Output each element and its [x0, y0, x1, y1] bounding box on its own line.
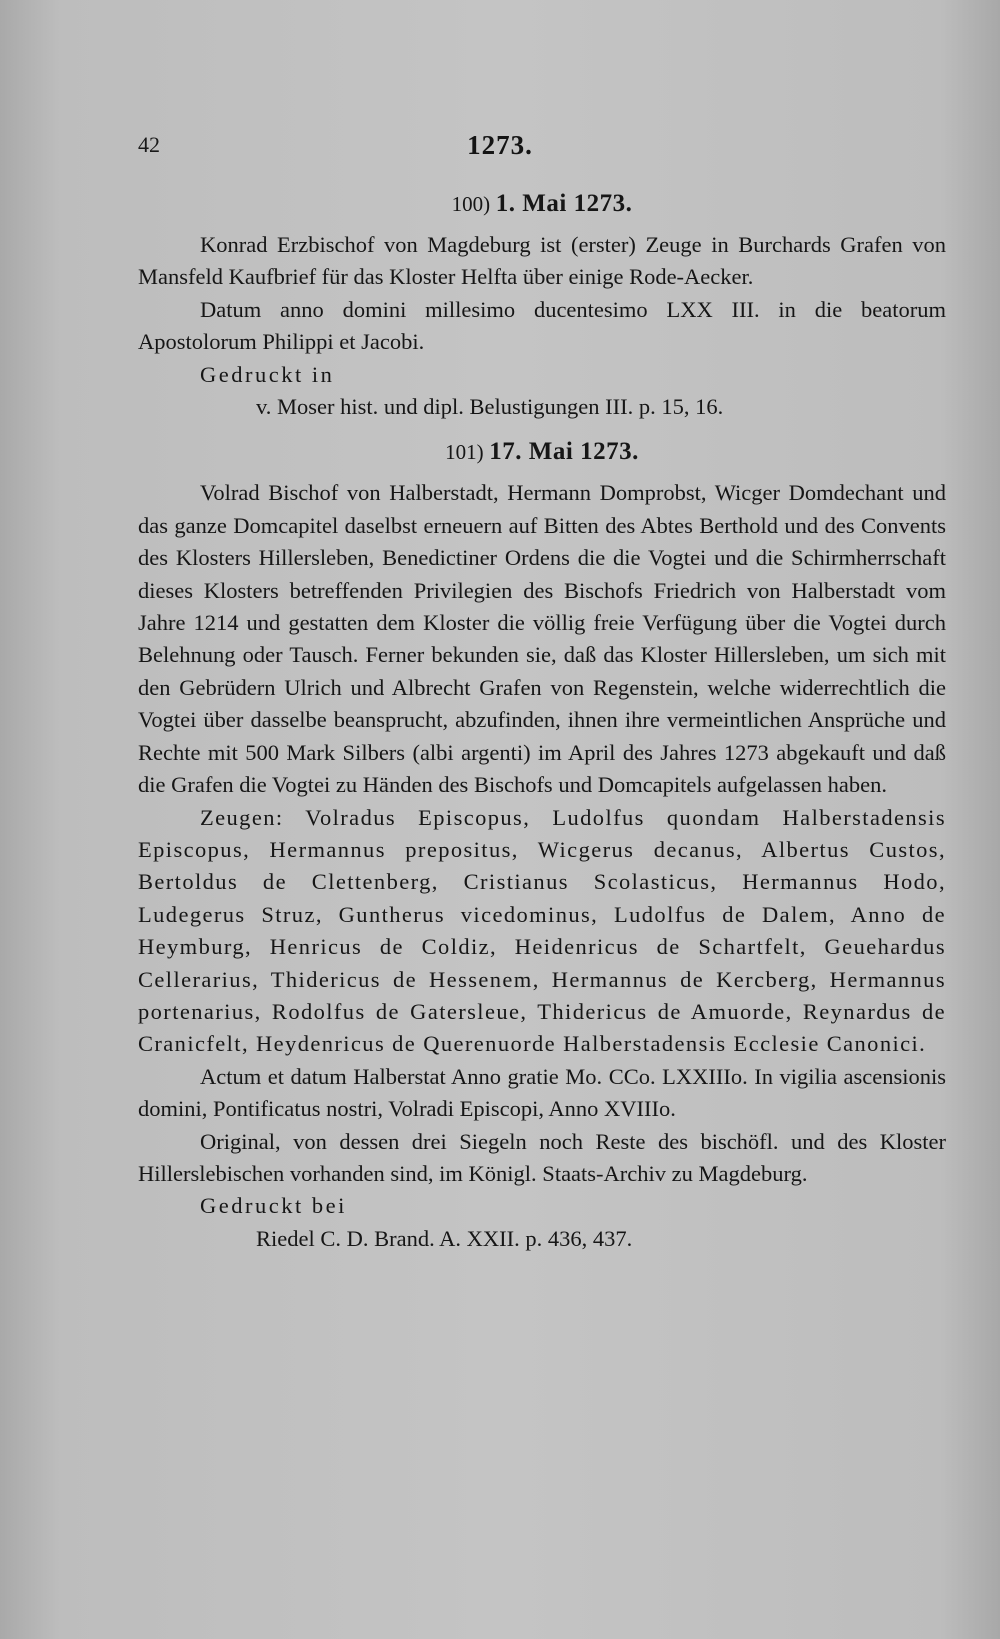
entry-100-datum: Datum anno domini millesimo ducentesimo LXX III. in die beatorum Apostolorum Philippi et Jacobi.: [138, 296, 946, 355]
entry-101-witnesses: [138, 802, 946, 1061]
entry-100-printed-label: Gedruckt in: [200, 361, 335, 387]
entry-101-original: Original, von dessen drei Siegeln noch Reste des bischöfl. und des Kloster Hillerslebischen vorhanden sind, im Königl. Staats-Archiv zu Magdeburg.: [138, 1128, 946, 1186]
page-content: [138, 187, 946, 1255]
show-through-texture: ⠀: [935, 179, 950, 203]
entry-101-actum: Actum et datum Halberstat Anno gratie Mo. CCo. LXXIIIo. In vigilia ascensionis domini, Pontificatus nostri, Volradi Episcopi, Anno XVIIIo.: [138, 1063, 946, 1122]
page-number: 42: [138, 132, 160, 157]
entry-100-date: 1. Mai 1273.: [495, 190, 633, 217]
entry-101-date: 17. Mai 1273.: [489, 438, 639, 466]
entry-101-printed-label: Gedruckt bei: [200, 1193, 347, 1219]
entry-101-heading: [138, 435, 946, 469]
entry-101-number: 101): [445, 440, 484, 465]
entry-100-printed-reference: v. Moser hist. und dipl. Belustigungen III. p. 15, 16.: [256, 394, 724, 420]
running-head-year: 1273.: [467, 130, 533, 160]
witnesses-list: Volradus Episcopus, Ludolfus quondam Halberstadensis Episcopus, Hermannus prepositus, Wicgerus decanus, Albertus Custos, Bertoldus de Clettenberg, Cristianus Scolasticus, Hermannus Hodo, Ludegerus Struz, Guntherus vicedominus, Ludolfus de Dalem, Anno de Heymburg, Henricus de Coldiz, Heidenricus de Schartfelt, Geuehardus Cellerarius, Thidericus de Hessenem, Hermannus de Kercberg, Hermannus portenarius, Rodolfus de Gatersleue, Thidericus de Amuorde, Reynardus de Cranicfelt, Heydenricus de Querenuorde Halberstadensis Ecclesie Canonici.: [138, 804, 946, 1057]
entry-100-heading: [138, 187, 946, 221]
entry-101-summary: Volrad Bischof von Halberstadt, Hermann Domprobst, Wicger Domdechant und das ganze Domcapitel daselbst erneuern auf Bitten des Abtes Berthold und des Convents des Klosters Hillersleben, Benedictiner Ordens die die Vogtei und die Schirmherrschaft dieses Klosters betreffenden Privilegien des Bischofs Friedrich von Halberstadt vom Jahre 1214 und gestatten dem Kloster die völlig freie Verfügung über die Vogtei durch Belehnung oder Tausch. Ferner bekunden sie, daß das Kloster Hillersleben, um sich mit den Gebrüdern Ulrich und Albrecht Grafen von Regenstein, welche widerrechtlich die Vogtei über dasselbe beansprucht, abzufinden, ihnen ihre vermeintlichen Ansprüche und Rechte mit 500 Mark Silbers (albi argenti) im April des Jahres 1273 abgekauft und daß die Grafen die Vogtei zu Händen des Bischofs und Domcapitels aufgelassen haben.: [138, 480, 946, 798]
witnesses-label: Zeugen:: [200, 804, 284, 830]
entry-100-number: 100): [451, 192, 491, 216]
entry-101-printed-reference: Riedel C. D. Brand. A. XXII. p. 436, 437.: [256, 1225, 633, 1251]
entry-100-summary: Konrad Erzbischof von Magdeburg ist (erster) Zeuge in Burchards Grafen von Mansfeld Kaufbrief für das Kloster Helfta über einige Rode-Aecker.: [138, 232, 946, 290]
